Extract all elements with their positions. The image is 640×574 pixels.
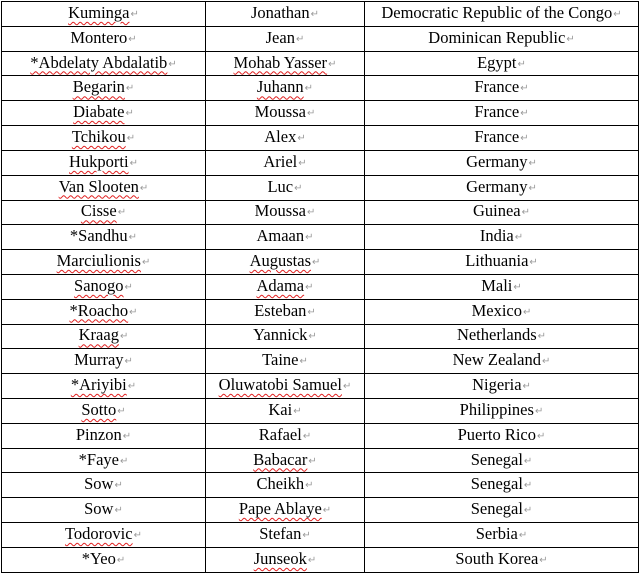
given-name-cell[interactable] — [206, 523, 365, 548]
paragraph-mark-icon: ↵ — [293, 405, 302, 417]
country-text: Germany — [466, 151, 528, 171]
surname-text: *Roacho — [69, 300, 129, 320]
surname-cell[interactable] — [2, 523, 206, 548]
table-row — [2, 101, 639, 126]
paragraph-mark-icon: ↵ — [124, 356, 133, 368]
given-name-text: Augustas — [249, 251, 312, 271]
given-name-cell[interactable] — [206, 175, 365, 200]
paragraph-mark-icon: ↵ — [566, 33, 575, 45]
paragraph-mark-icon: ↵ — [130, 8, 139, 20]
paragraph-mark-icon: ↵ — [307, 306, 316, 318]
given-name-text: Stefan — [259, 523, 302, 543]
surname-text: *Sandhu — [69, 226, 128, 246]
given-name-cell[interactable] — [206, 150, 365, 175]
paragraph-mark-icon: ↵ — [302, 529, 311, 541]
given-name-cell[interactable] — [206, 2, 365, 27]
surname-text: Sow — [84, 474, 114, 494]
paragraph-mark-icon: ↵ — [308, 455, 317, 467]
country-text: France — [474, 126, 520, 146]
paragraph-mark-icon: ↵ — [322, 505, 332, 517]
paragraph-mark-icon: ↵ — [312, 257, 321, 269]
table-row — [2, 2, 639, 27]
country-text: South Korea — [455, 548, 539, 568]
surname-cell[interactable] — [2, 225, 206, 250]
paragraph-mark-icon: ↵ — [141, 257, 151, 269]
surname-cell[interactable] — [2, 498, 206, 523]
paragraph-mark-icon: ↵ — [139, 182, 149, 194]
given-name-text: Jonathan — [250, 2, 310, 22]
paragraph-mark-icon: ↵ — [114, 505, 123, 517]
surname-cell[interactable] — [2, 2, 206, 27]
paragraph-mark-icon: ↵ — [306, 108, 316, 120]
given-name-text: Jean — [265, 27, 295, 47]
country-cell[interactable] — [365, 299, 639, 324]
paragraph-mark-icon: ↵ — [127, 381, 137, 393]
surname-text: Murray — [74, 350, 124, 370]
paragraph-mark-icon: ↵ — [518, 529, 528, 541]
country-text: Serbia — [475, 523, 518, 543]
country-cell[interactable] — [365, 51, 639, 76]
paragraph-mark-icon: ↵ — [122, 430, 132, 442]
paragraph-mark-icon: ↵ — [116, 554, 126, 566]
table-row — [2, 423, 639, 448]
paragraph-mark-icon: ↵ — [613, 8, 622, 20]
paragraph-mark-icon: ↵ — [117, 405, 126, 417]
given-name-text: Amaan — [256, 226, 305, 246]
table-row — [2, 374, 639, 399]
surname-text: Pinzon — [75, 424, 122, 444]
surname-cell[interactable] — [2, 200, 206, 225]
paragraph-mark-icon: ↵ — [305, 232, 314, 244]
table-row — [2, 76, 639, 101]
paragraph-mark-icon: ↵ — [298, 157, 307, 169]
country-cell[interactable] — [365, 26, 639, 51]
paragraph-mark-icon: ↵ — [536, 430, 546, 442]
country-text: Philippines — [459, 399, 534, 419]
given-name-cell[interactable] — [206, 250, 365, 275]
country-text: New Zealand — [452, 350, 542, 370]
surname-text: Sotto — [81, 399, 117, 419]
given-name-cell[interactable] — [206, 76, 365, 101]
country-cell[interactable] — [365, 126, 639, 151]
paragraph-mark-icon: ↵ — [542, 356, 551, 368]
paragraph-mark-icon: ↵ — [305, 281, 314, 293]
surname-text: Marciulionis — [56, 251, 141, 271]
surname-cell[interactable] — [2, 299, 206, 324]
surname-text: Begarin — [72, 77, 125, 97]
surname-cell[interactable] — [2, 175, 206, 200]
table-row — [2, 150, 639, 175]
country-cell[interactable] — [365, 349, 639, 374]
given-name-cell[interactable] — [206, 299, 365, 324]
given-name-text: Kai — [268, 399, 293, 419]
given-name-text: Pape Ablaye — [238, 499, 322, 519]
surname-text: *Yeo — [81, 548, 116, 568]
paragraph-mark-icon: ↵ — [522, 381, 531, 393]
country-cell[interactable] — [365, 324, 639, 349]
paragraph-mark-icon: ↵ — [294, 182, 303, 194]
table-row — [2, 225, 639, 250]
paragraph-mark-icon: ↵ — [133, 529, 142, 541]
paragraph-mark-icon: ↵ — [305, 480, 314, 492]
country-cell[interactable] — [365, 101, 639, 126]
table-row — [2, 274, 639, 299]
surname-text: *Faye — [78, 449, 119, 469]
given-name-text: Yannick — [253, 325, 308, 345]
surname-cell[interactable] — [2, 274, 206, 299]
given-name-text: Oluwatobi Samuel — [218, 375, 342, 395]
country-cell[interactable] — [365, 498, 639, 523]
country-cell[interactable] — [365, 374, 639, 399]
given-name-text: Cheikh — [256, 474, 305, 494]
country-text: Egypt — [477, 52, 517, 72]
paragraph-mark-icon: ↵ — [119, 331, 129, 343]
paragraph-mark-icon: ↵ — [521, 207, 531, 219]
given-name-text: Moussa — [254, 102, 306, 122]
surname-cell[interactable] — [2, 374, 206, 399]
given-name-cell[interactable] — [206, 349, 365, 374]
paragraph-mark-icon: ↵ — [520, 83, 529, 95]
given-name-cell[interactable] — [206, 374, 365, 399]
given-name-cell[interactable] — [206, 399, 365, 424]
country-cell[interactable] — [365, 76, 639, 101]
paragraph-mark-icon: ↵ — [342, 381, 352, 393]
surname-cell[interactable] — [2, 473, 206, 498]
paragraph-mark-icon: ↵ — [128, 33, 137, 45]
surname-cell[interactable] — [2, 547, 206, 572]
table-row — [2, 324, 639, 349]
country-text: Dominican Republic — [428, 27, 566, 47]
paragraph-mark-icon: ↵ — [302, 430, 312, 442]
paragraph-mark-icon: ↵ — [528, 182, 537, 194]
country-text: Senegal — [470, 474, 523, 494]
paragraph-mark-icon: ↵ — [328, 58, 337, 70]
surname-text: *Abdelaty Abdalatib — [30, 52, 168, 72]
surname-text: Van Slooten — [58, 176, 139, 196]
country-text: Netherlands — [456, 325, 537, 345]
given-name-cell[interactable] — [206, 274, 365, 299]
paragraph-mark-icon: ↵ — [528, 157, 537, 169]
table-row — [2, 175, 639, 200]
paragraph-mark-icon: ↵ — [295, 33, 305, 45]
surname-cell[interactable] — [2, 448, 206, 473]
surname-text: Todorovic — [65, 523, 133, 543]
paragraph-mark-icon: ↵ — [534, 405, 544, 417]
paragraph-mark-icon: ↵ — [308, 331, 317, 343]
country-cell[interactable] — [365, 423, 639, 448]
table-row — [2, 498, 639, 523]
table-row — [2, 51, 639, 76]
table-row — [2, 399, 639, 424]
country-text: Lithuania — [465, 251, 529, 271]
given-name-cell[interactable] — [206, 324, 365, 349]
paragraph-mark-icon: ↵ — [310, 8, 320, 20]
surname-text: Hukporti — [69, 151, 129, 171]
given-name-cell[interactable] — [206, 51, 365, 76]
country-text: Puerto Rico — [457, 424, 536, 444]
given-name-text: Ariel — [263, 151, 298, 171]
country-text: Democratic Republic of the Congo — [381, 2, 613, 22]
paragraph-mark-icon: ↵ — [129, 157, 138, 169]
surname-cell[interactable] — [2, 250, 206, 275]
paragraph-mark-icon: ↵ — [513, 281, 522, 293]
paragraph-mark-icon: ↵ — [125, 108, 134, 120]
paragraph-mark-icon: ↵ — [304, 83, 314, 95]
country-text: Senegal — [470, 449, 523, 469]
table-row — [2, 349, 639, 374]
table-row — [2, 126, 639, 151]
table-row — [2, 26, 639, 51]
given-name-cell[interactable] — [206, 200, 365, 225]
table-row — [2, 200, 639, 225]
country-cell[interactable] — [365, 225, 639, 250]
country-cell[interactable] — [365, 175, 639, 200]
given-name-cell[interactable] — [206, 448, 365, 473]
surname-text: Sow — [84, 499, 114, 519]
surname-cell[interactable] — [2, 150, 206, 175]
surname-cell[interactable] — [2, 126, 206, 151]
given-name-cell[interactable] — [206, 498, 365, 523]
surname-cell[interactable] — [2, 26, 206, 51]
country-text: Guinea — [472, 201, 521, 221]
country-text: Nigeria — [472, 375, 522, 395]
table-row — [2, 547, 639, 572]
paragraph-mark-icon: ↵ — [523, 480, 533, 492]
surname-text: Kraag — [78, 325, 119, 345]
paragraph-mark-icon: ↵ — [117, 207, 127, 219]
table-body — [2, 2, 639, 573]
given-name-text: Alex — [264, 126, 297, 146]
paragraph-mark-icon: ↵ — [125, 83, 135, 95]
country-cell[interactable] — [365, 150, 639, 175]
paragraph-mark-icon: ↵ — [306, 207, 316, 219]
player-table — [1, 1, 639, 573]
paragraph-mark-icon: ↵ — [114, 480, 123, 492]
surname-cell[interactable] — [2, 324, 206, 349]
table-row — [2, 448, 639, 473]
paragraph-mark-icon: ↵ — [299, 356, 308, 368]
surname-text: Montero — [70, 27, 128, 47]
given-name-cell[interactable] — [206, 126, 365, 151]
country-cell[interactable] — [365, 523, 639, 548]
paragraph-mark-icon: ↵ — [517, 58, 526, 70]
country-text: Mexico — [471, 300, 522, 320]
surname-text: Tchikou — [71, 126, 126, 146]
surname-text: Cisse — [80, 201, 117, 221]
given-name-text: Mohab Yasser — [233, 52, 328, 72]
given-name-text: Moussa — [254, 201, 306, 221]
table-row — [2, 473, 639, 498]
given-name-text: Adama — [256, 275, 305, 295]
paragraph-mark-icon: ↵ — [520, 132, 529, 144]
country-cell[interactable] — [365, 399, 639, 424]
country-text: Senegal — [470, 499, 523, 519]
given-name-cell[interactable] — [206, 101, 365, 126]
paragraph-mark-icon: ↵ — [537, 331, 547, 343]
country-text: India — [479, 226, 514, 246]
surname-cell[interactable] — [2, 349, 206, 374]
given-name-text: Juhann — [256, 77, 304, 97]
given-name-text: Esteban — [254, 300, 307, 320]
country-text: Mali — [481, 275, 513, 295]
paragraph-mark-icon: ↵ — [539, 554, 548, 566]
country-cell[interactable] — [365, 2, 639, 27]
paragraph-mark-icon: ↵ — [129, 306, 138, 318]
paragraph-mark-icon: ↵ — [523, 455, 533, 467]
country-cell[interactable] — [365, 200, 639, 225]
surname-text: Sanogo — [74, 275, 124, 295]
given-name-text: Babacar — [253, 449, 308, 469]
country-cell[interactable] — [365, 473, 639, 498]
given-name-text: Taine — [262, 350, 299, 370]
given-name-cell[interactable] — [206, 473, 365, 498]
country-cell[interactable] — [365, 547, 639, 572]
paragraph-mark-icon: ↵ — [520, 108, 529, 120]
paragraph-mark-icon: ↵ — [119, 455, 129, 467]
country-cell[interactable] — [365, 274, 639, 299]
paragraph-mark-icon: ↵ — [523, 505, 533, 517]
paragraph-mark-icon: ↵ — [297, 132, 306, 144]
paragraph-mark-icon: ↵ — [168, 58, 177, 70]
surname-cell[interactable] — [2, 101, 206, 126]
surname-text: Diabate — [73, 102, 125, 122]
paragraph-mark-icon: ↵ — [514, 232, 524, 244]
surname-cell[interactable] — [2, 51, 206, 76]
country-cell[interactable] — [365, 250, 639, 275]
table-row — [2, 523, 639, 548]
country-text: France — [474, 77, 520, 97]
surname-cell[interactable] — [2, 76, 206, 101]
paragraph-mark-icon: ↵ — [529, 257, 538, 269]
surname-cell[interactable] — [2, 423, 206, 448]
table-row — [2, 250, 639, 275]
surname-text: *Ariyibi — [70, 375, 127, 395]
given-name-text: Luc — [267, 176, 294, 196]
table-row — [2, 299, 639, 324]
surname-cell[interactable] — [2, 399, 206, 424]
given-name-cell[interactable] — [206, 225, 365, 250]
paragraph-mark-icon: ↵ — [128, 232, 138, 244]
country-cell[interactable] — [365, 448, 639, 473]
given-name-text: Rafael — [258, 424, 302, 444]
paragraph-mark-icon: ↵ — [307, 554, 317, 566]
country-text: Germany — [466, 176, 528, 196]
surname-text: Kuminga — [68, 2, 130, 22]
given-name-cell[interactable] — [206, 26, 365, 51]
paragraph-mark-icon: ↵ — [126, 132, 136, 144]
given-name-cell[interactable] — [206, 547, 365, 572]
given-name-text: Junseok — [253, 548, 307, 568]
paragraph-mark-icon: ↵ — [124, 281, 133, 293]
paragraph-mark-icon: ↵ — [523, 306, 532, 318]
given-name-cell[interactable] — [206, 423, 365, 448]
country-text: France — [474, 102, 520, 122]
